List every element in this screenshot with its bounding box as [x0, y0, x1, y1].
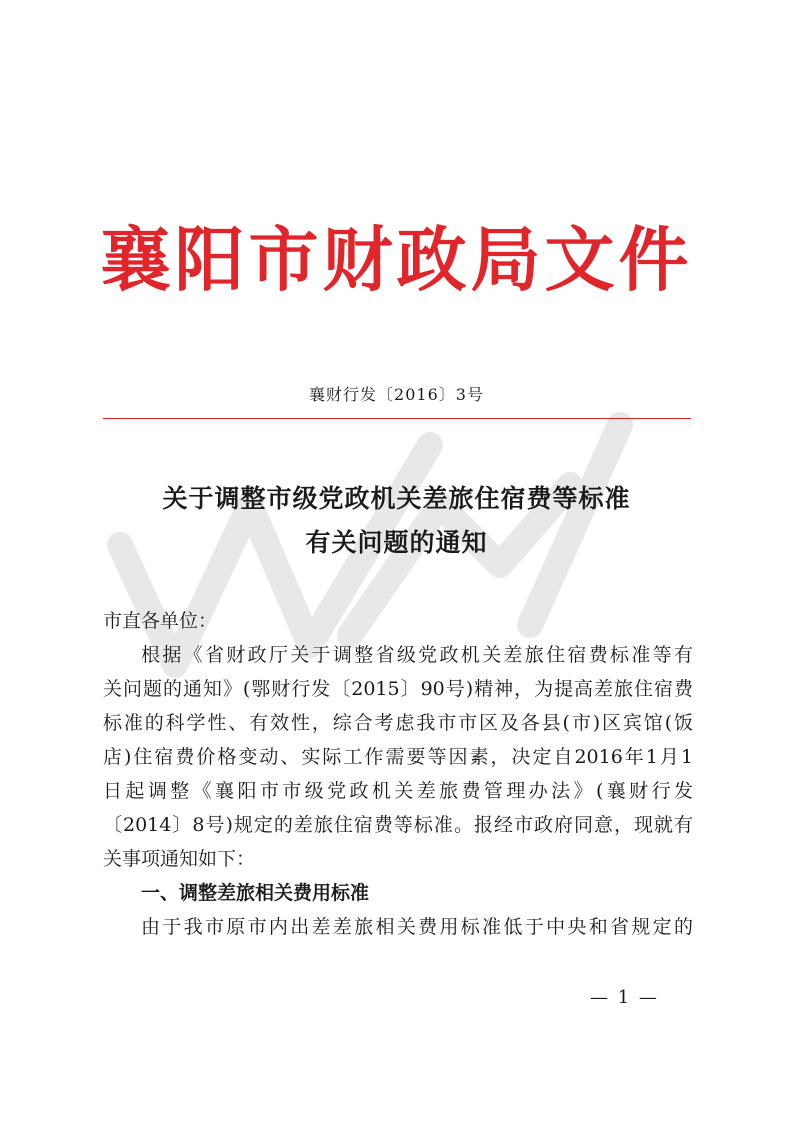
document-number: 襄财行发〔2016〕3号	[309, 385, 484, 404]
paragraph-1-line-3: 标准的科学性、有效性，综合考虑我市市区及各县(市)区宾馆(饭	[103, 712, 693, 734]
section-1-line-1: 由于我市原市内出差差旅相关费用标准低于中央和省规定的	[141, 916, 693, 938]
paragraph-1-line-7: 关事项通知如下：	[103, 848, 256, 870]
paragraph-1-line-2: 关问题的通知》(鄂财行发〔2015〕90号)精神，为提高差旅住宿费	[103, 678, 693, 700]
paragraph-1-line-4: 店)住宿费价格变动、实际工作需要等因素，决定自2016年1月1	[103, 746, 693, 768]
notice-body	[103, 604, 693, 944]
notice-title	[0, 477, 793, 565]
salutation: 市直各单位：	[103, 610, 218, 632]
paragraph-1-line-5: 日起调整《襄阳市市级党政机关差旅费管理办法》(襄财行发	[103, 780, 693, 802]
notice-title-line-2: 有关问题的通知	[305, 528, 488, 557]
paragraph-1-line-1: 根据《省财政厅关于调整省级党政机关差旅住宿费标准等有	[141, 644, 693, 666]
paragraph-1-line-6: 〔2014〕8号)规定的差旅住宿费等标准。报经市政府同意，现就有	[103, 814, 693, 836]
header-red-rule	[103, 418, 691, 419]
page-number: — 1 —	[590, 987, 659, 1008]
issuer-header-title: 襄阳市财政局文件	[100, 218, 693, 301]
notice-title-line-1: 关于调整市级党政机关差旅住宿费等标准	[162, 484, 631, 513]
section-1-heading: 一、调整差旅相关费用标准	[141, 882, 370, 904]
